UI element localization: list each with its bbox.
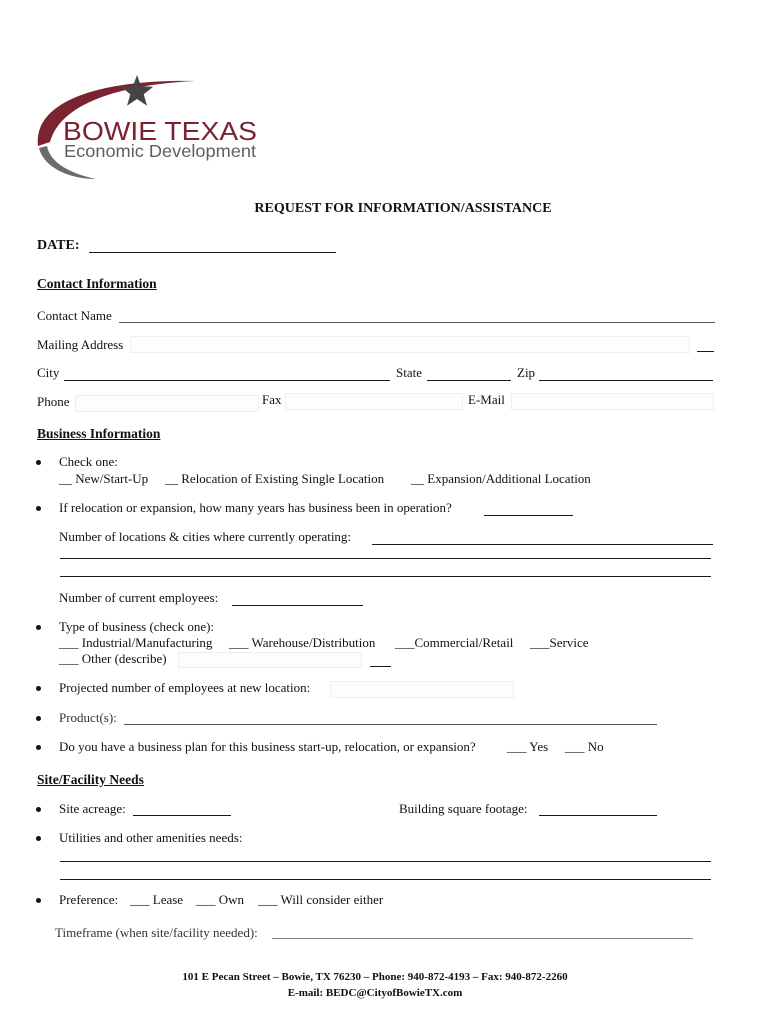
option-new-startup[interactable]: __ New/Start-Up bbox=[59, 471, 149, 486]
option-expansion[interactable]: __ Expansion/Additional Location bbox=[411, 471, 591, 486]
utilities-field-line-1[interactable] bbox=[60, 847, 711, 862]
employees-field[interactable] bbox=[232, 591, 363, 606]
bullet bbox=[36, 686, 41, 691]
contact-name-field[interactable] bbox=[119, 308, 715, 323]
option-either[interactable]: ___ Will consider either bbox=[258, 892, 384, 907]
check-one-label: Check one: bbox=[59, 454, 118, 469]
timeframe-label: Timeframe (when site/facility needed): bbox=[55, 925, 258, 940]
bullet bbox=[36, 460, 41, 465]
option-warehouse[interactable]: ___ Warehouse/Distribution bbox=[229, 635, 376, 650]
fax-label: Fax bbox=[262, 392, 282, 407]
timeframe-field[interactable] bbox=[272, 924, 693, 939]
email-label: E-Mail bbox=[468, 392, 505, 407]
date-label: DATE: bbox=[37, 238, 80, 253]
years-question: If relocation or expansion, how many years has business been in operation? bbox=[59, 500, 452, 515]
bullet bbox=[36, 506, 41, 511]
option-lease[interactable]: ___ Lease bbox=[130, 892, 184, 907]
state-field[interactable] bbox=[427, 366, 511, 381]
option-own[interactable]: ___ Own bbox=[196, 892, 245, 907]
mailing-address-label: Mailing Address bbox=[37, 337, 124, 352]
years-field[interactable] bbox=[484, 501, 573, 516]
other-describe-field[interactable] bbox=[178, 652, 362, 668]
projected-employees-label: Projected number of employees at new location: bbox=[59, 680, 311, 695]
option-other[interactable]: ___ Other (describe) bbox=[59, 651, 167, 666]
option-commercial[interactable]: ___Commercial/Retail bbox=[395, 635, 514, 650]
products-label: Product(s): bbox=[59, 710, 117, 725]
city-field[interactable] bbox=[64, 366, 390, 381]
footer-address: 101 E Pecan Street – Bowie, TX 76230 – Phone: 940-872-4193 – Fax: 940-872-2260 bbox=[182, 971, 568, 983]
products-field[interactable] bbox=[124, 710, 657, 725]
business-plan-question: Do you have a business plan for this business start-up, relocation, or expansion? bbox=[59, 739, 476, 754]
building-sqft-label: Building square footage: bbox=[399, 801, 528, 816]
mailing-address-tail-field[interactable] bbox=[697, 337, 714, 352]
employees-label: Number of current employees: bbox=[59, 590, 219, 605]
star-icon bbox=[121, 75, 153, 106]
option-plan-no[interactable]: ___ No bbox=[565, 739, 604, 754]
logo-tagline: Economic Development bbox=[64, 141, 257, 161]
form-title: REQUEST FOR INFORMATION/ASSISTANCE bbox=[254, 201, 552, 216]
option-plan-yes[interactable]: ___ Yes bbox=[507, 739, 549, 754]
state-label: State bbox=[396, 365, 422, 380]
bullet bbox=[36, 625, 41, 630]
bullet bbox=[36, 807, 41, 812]
bullet bbox=[36, 716, 41, 721]
contact-section-heading: Contact Information bbox=[37, 276, 157, 291]
date-field[interactable] bbox=[89, 238, 336, 253]
email-field[interactable] bbox=[511, 393, 714, 410]
mailing-address-field[interactable] bbox=[130, 336, 690, 353]
site-acreage-label: Site acreage: bbox=[59, 801, 126, 816]
utilities-label: Utilities and other amenities needs: bbox=[59, 830, 243, 845]
city-label: City bbox=[37, 365, 60, 380]
utilities-field-line-2[interactable] bbox=[60, 865, 711, 880]
logo-name: BOWIE TEXAS bbox=[63, 116, 257, 146]
footer-email: E-mail: BEDC@CityofBowieTX.com bbox=[287, 987, 463, 999]
bowie-edc-logo bbox=[30, 60, 265, 185]
locations-label: Number of locations & cities where currently operating: bbox=[59, 529, 352, 544]
bullet bbox=[36, 745, 41, 750]
phone-label: Phone bbox=[37, 394, 70, 409]
phone-field[interactable] bbox=[75, 395, 259, 412]
option-relocation[interactable]: __ Relocation of Existing Single Location bbox=[165, 471, 385, 486]
fax-field[interactable] bbox=[285, 393, 463, 410]
bullet bbox=[36, 898, 41, 903]
locations-field[interactable] bbox=[372, 530, 713, 545]
contact-name-label: Contact Name bbox=[37, 308, 112, 323]
business-section-heading: Business Information bbox=[37, 426, 161, 441]
preference-label: Preference: bbox=[59, 892, 119, 907]
bullet bbox=[36, 836, 41, 841]
locations-field-line-2[interactable] bbox=[60, 544, 711, 559]
business-type-label: Type of business (check one): bbox=[59, 619, 215, 634]
zip-label: Zip bbox=[517, 365, 536, 380]
zip-field[interactable] bbox=[539, 366, 713, 381]
site-acreage-field[interactable] bbox=[133, 801, 231, 816]
site-section-heading: Site/Facility Needs bbox=[37, 772, 144, 787]
projected-employees-field[interactable] bbox=[330, 681, 514, 698]
option-service[interactable]: ___Service bbox=[530, 635, 589, 650]
other-describe-tail-field[interactable] bbox=[370, 652, 391, 667]
building-sqft-field[interactable] bbox=[539, 801, 657, 816]
option-industrial[interactable]: ___ Industrial/Manufacturing bbox=[59, 635, 213, 650]
locations-field-line-3[interactable] bbox=[60, 562, 711, 577]
